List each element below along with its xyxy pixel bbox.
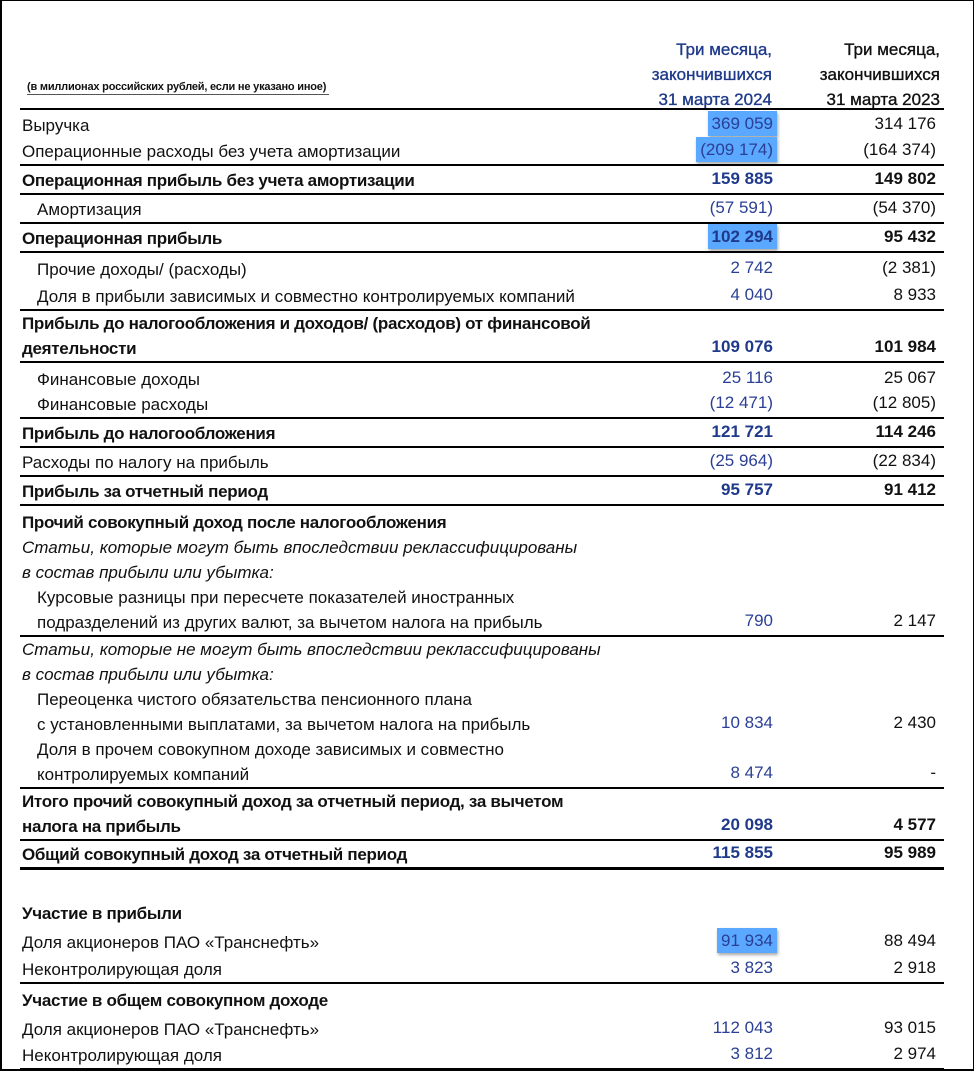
value-2024: 2 742: [730, 258, 773, 277]
value-2023: 101 984: [874, 337, 936, 356]
value-2024: 4 040: [730, 285, 773, 304]
row-ebitda: Операционная прибыль без учета амортизации 159 885 149 802: [20, 166, 944, 195]
value-2023: 4 577: [893, 815, 936, 834]
value-2023: 2 147: [893, 611, 936, 630]
value-2024: 790: [744, 611, 773, 630]
value-2024: (57 591): [709, 198, 773, 217]
value-2024-highlighted[interactable]: 91 934: [717, 928, 777, 953]
value-2023: 149 802: [874, 169, 936, 188]
value-2024: 3 812: [730, 1044, 773, 1063]
value-2024: 3 823: [730, 958, 773, 977]
row-profit-before-tax: Прибыль до налогообложения 121 721 114 246: [20, 419, 944, 448]
value-2024: 8 474: [730, 763, 773, 782]
value-2023: 93 015: [884, 1018, 936, 1037]
value-2023: (22 834): [872, 451, 936, 470]
row-finance-income: Финансовые доходы 25 116 25 067: [20, 363, 944, 392]
row-income-tax: Расходы по налогу на прибыль (25 964) (22 834): [20, 448, 944, 477]
value-2023: 2 430: [893, 713, 936, 732]
value-2024: 95 757: [721, 480, 773, 499]
row-tci-nci: Неконтролирующая доля 3 812 2 974: [20, 1042, 944, 1071]
value-2024: 121 721: [711, 422, 773, 441]
row-profit-for-period: Прибыль за отчетный период 95 757 91 412: [20, 477, 944, 506]
value-2023: 25 067: [884, 368, 936, 387]
value-2023: 2 974: [893, 1044, 936, 1063]
row-revenue: Выручка 369 059 314 176: [20, 110, 944, 138]
row-share-oci-associates: Доля в прочем совокупном доходе зависимых и совместно контролируемых компаний 8 474 -: [20, 737, 944, 789]
value-2023: (164 374): [863, 140, 936, 159]
value-2023: -: [930, 763, 936, 782]
value-2024-highlighted[interactable]: 102 294: [708, 224, 777, 249]
value-2023: 114 246: [875, 422, 936, 441]
row-fx-translation: Курсовые разницы при пересчете показателей иностранных подразделений из других валют, за вычетом налога на прибыль 790 2 147: [20, 585, 944, 637]
value-2023: 8 933: [893, 285, 936, 304]
section-tci-attributable: Участие в общем совокупном доходе: [22, 991, 328, 1010]
row-pension-remeasurement: Переоценка чистого обязательства пенсионного плана с установленными выплатами, за вычетом налога на прибыль 10 834 2 430: [20, 687, 944, 737]
value-2024: 112 043: [712, 1018, 773, 1037]
value-2024: 159 885: [711, 169, 773, 188]
subheading-reclassifiable: Статьи, которые могут быть впоследствии реклассифицированы в состав прибыли или убытка:: [22, 538, 578, 582]
row-profit-nci: Неконтролирующая доля 3 823 2 918: [20, 955, 944, 984]
value-2024: (12 471): [709, 393, 773, 412]
column-header-2024: Три месяца, закончившихся 31 марта 2024: [651, 40, 772, 109]
table-header: [20, 0, 944, 110]
row-total-oci: Итого прочий совокупный доход за отчетный период, за вычетом налога на прибыль 20 098 4 577: [20, 789, 944, 841]
value-2023: (12 805): [872, 393, 936, 412]
row-share-of-associates: Доля в прибыли зависимых и совместно контролируемых компаний 4 040 8 933: [20, 282, 944, 311]
row-depreciation: Амортизация (57 591) (54 370): [20, 195, 944, 224]
subheading-non-reclassifiable: Статьи, которые не могут быть впоследствии реклассифицированы в состав прибыли или убытка:: [22, 640, 601, 684]
row-operating-profit: Операционная прибыль 102 294 95 432: [20, 224, 944, 253]
value-2023: 88 494: [884, 931, 936, 950]
row-other-income: Прочие доходы/ (расходы) 2 742 (2 381): [20, 253, 944, 282]
spacer: [20, 870, 944, 900]
row-profit-before-finance: Прибыль до налогообложения и доходов/ (расходов) от финансовой деятельности 109 076 101 984: [20, 311, 944, 363]
value-2024: (25 964): [709, 451, 773, 470]
units-note: (в миллионах российских рублей, если не указано иное): [27, 81, 329, 95]
section-profit-attributable: Участие в прибыли: [22, 904, 182, 923]
value-2024: 109 076: [711, 337, 773, 356]
value-2024-highlighted[interactable]: (209 174): [696, 137, 777, 162]
value-2024: 10 834: [721, 713, 773, 732]
row-operating-expenses: Операционные расходы без учета амортизации (209 174) (164 374): [20, 138, 944, 166]
value-2023: (2 381): [882, 258, 936, 277]
value-2023: 314 176: [874, 114, 936, 133]
row-tci-shareholders: Доля акционеров ПАО «Транснефть» 112 043 93 015: [20, 1013, 944, 1042]
value-2024-highlighted[interactable]: 369 059: [708, 111, 777, 136]
value-2023: 95 432: [884, 227, 936, 246]
value-2024: 20 098: [721, 815, 773, 834]
row-total-comprehensive-income: Общий совокупный доход за отчетный период 115 855 95 989: [20, 841, 944, 870]
row-finance-expenses: Финансовые расходы (12 471) (12 805): [20, 392, 944, 419]
value-2023: (54 370): [872, 198, 936, 217]
row-profit-shareholders: Доля акционеров ПАО «Транснефть» 91 934 88 494: [20, 926, 944, 955]
value-2024: 25 116: [722, 368, 773, 387]
value-2024: 115 855: [712, 843, 773, 862]
column-header-2023: Три месяца, закончившихся 31 марта 2023: [819, 40, 940, 109]
value-2023: 95 989: [884, 843, 936, 862]
value-2023: 91 412: [884, 480, 936, 499]
income-statement: [20, 0, 944, 1071]
section-other-comprehensive-income: Прочий совокупный доход после налогообложения: [22, 513, 447, 532]
value-2023: 2 918: [893, 958, 936, 977]
